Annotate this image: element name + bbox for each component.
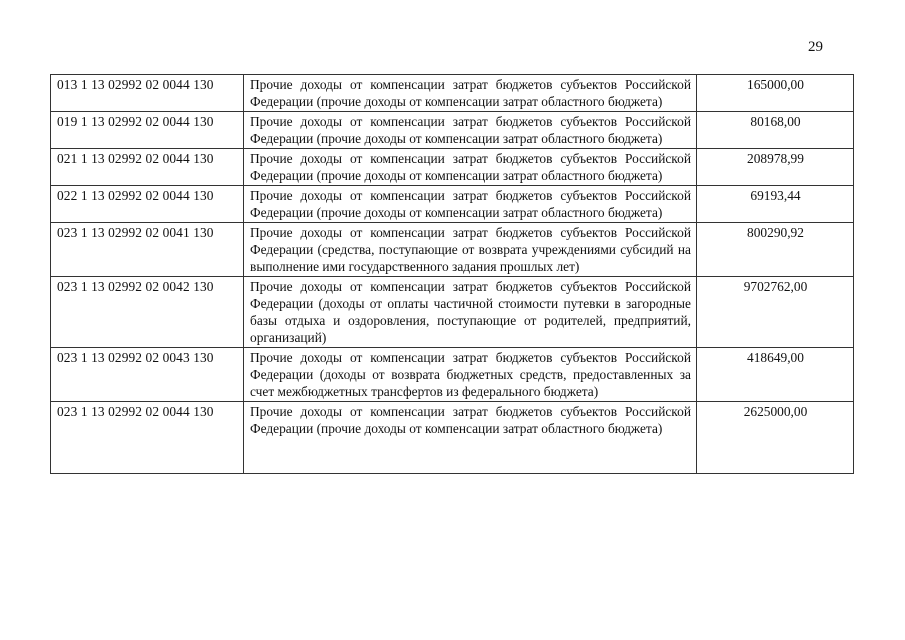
table-row: [51, 348, 854, 402]
revenue-amount: 9702762,00: [697, 277, 854, 348]
revenue-amount: 80168,00: [697, 112, 854, 149]
revenue-description: Прочие доходы от компенсации затрат бюджетов субъектов Российской Федерации (прочие доходы от компенсации затрат областного бюджета): [244, 149, 697, 186]
table-row: [51, 186, 854, 223]
table-row: [51, 223, 854, 277]
revenue-amount: 418649,00: [697, 348, 854, 402]
revenue-description: Прочие доходы от компенсации затрат бюджетов субъектов Российской Федерации (средства, поступающие от возврата учреждениями субсидий на выполнение ими государственного задания прошлых лет): [244, 223, 697, 277]
revenue-description: Прочие доходы от компенсации затрат бюджетов субъектов Российской Федерации (прочие доходы от компенсации затрат областного бюджета): [244, 402, 697, 474]
budget-code: 023 1 13 02992 02 0043 130: [51, 348, 244, 402]
budget-code: 019 1 13 02992 02 0044 130: [51, 112, 244, 149]
budget-code: 023 1 13 02992 02 0041 130: [51, 223, 244, 277]
revenue-amount: 208978,99: [697, 149, 854, 186]
revenue-amount: 800290,92: [697, 223, 854, 277]
revenue-amount: 165000,00: [697, 75, 854, 112]
revenue-description: Прочие доходы от компенсации затрат бюджетов субъектов Российской Федерации (прочие доходы от компенсации затрат областного бюджета): [244, 186, 697, 223]
budget-code: 023 1 13 02992 02 0042 130: [51, 277, 244, 348]
budget-code: 013 1 13 02992 02 0044 130: [51, 75, 244, 112]
revenue-amount: 2625000,00: [697, 402, 854, 474]
page-number: 29: [808, 39, 823, 55]
table-row: [51, 149, 854, 186]
budget-code: 023 1 13 02992 02 0044 130: [51, 402, 244, 474]
budget-revenue-table: [50, 74, 854, 474]
revenue-description: Прочие доходы от компенсации затрат бюджетов субъектов Российской Федерации (доходы от оплаты частичной стоимости путевки в загородные базы отдыха и оздоровления, поступающие от родителей, предприятий, организаций): [244, 277, 697, 348]
budget-code: 022 1 13 02992 02 0044 130: [51, 186, 244, 223]
table-row: [51, 112, 854, 149]
revenue-description: Прочие доходы от компенсации затрат бюджетов субъектов Российской Федерации (прочие доходы от компенсации затрат областного бюджета): [244, 112, 697, 149]
revenue-description: Прочие доходы от компенсации затрат бюджетов субъектов Российской Федерации (прочие доходы от компенсации затрат областного бюджета): [244, 75, 697, 112]
revenue-description: Прочие доходы от компенсации затрат бюджетов субъектов Российской Федерации (доходы от возврата бюджетных средств, предоставленных за счет межбюджетных трансфертов из федерального бюджета): [244, 348, 697, 402]
table-row: [51, 277, 854, 348]
table-row: [51, 402, 854, 474]
revenue-amount: 69193,44: [697, 186, 854, 223]
table-row: [51, 75, 854, 112]
budget-code: 021 1 13 02992 02 0044 130: [51, 149, 244, 186]
